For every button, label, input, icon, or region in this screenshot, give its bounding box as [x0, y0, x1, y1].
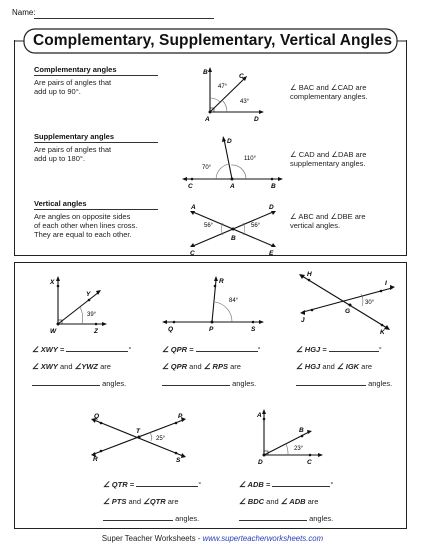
supplementary-title: Supplementary angles	[34, 132, 158, 143]
label-R: R	[93, 456, 98, 463]
angle-label-30: 30°	[365, 300, 375, 306]
label-B: B	[271, 183, 276, 190]
supplementary-definition: Are pairs of angles that add up to 180°.	[34, 145, 112, 164]
label-A: A	[205, 116, 210, 123]
complementary-definition: Are pairs of angles that add up to 90°.	[34, 78, 112, 97]
angle-label-70: 70°	[202, 165, 212, 171]
problem-2-diagram	[157, 272, 267, 334]
angle-label-110: 110°	[244, 156, 256, 162]
vertical-definition: Are angles on opposite sides of each other when lines cross. They are equal to each other.	[34, 212, 138, 240]
label-D: D	[254, 116, 259, 123]
angle-label-84: 84°	[229, 298, 239, 304]
label-W: W	[50, 328, 57, 334]
problem-3-diagram	[290, 268, 400, 336]
label-R: R	[219, 278, 224, 285]
label-Y: Y	[86, 291, 91, 298]
label-E: E	[269, 250, 274, 257]
label-Q: Q	[168, 326, 174, 333]
label-J: J	[301, 317, 305, 324]
label-C: C	[188, 183, 193, 190]
label-D: D	[227, 138, 232, 145]
complementary-title: Complementary angles	[34, 65, 158, 76]
problem-2-q2: ∠ QPR and ∠ RPS are	[162, 362, 241, 371]
vertical-example: ∠ ABC and ∠DBE are vertical angles.	[290, 212, 366, 231]
problem-5-q1: ∠ ADB = °	[239, 480, 334, 489]
answer-blank[interactable]	[162, 385, 230, 386]
label-C: C	[190, 250, 195, 257]
problem-4-q3: angles.	[103, 514, 199, 523]
angle-label-56-left: 56°	[204, 223, 214, 229]
page-title: Complementary, Supplementary, Vertical Angles	[32, 32, 393, 49]
footer-brand: Super Teacher Worksheets -	[101, 534, 203, 543]
problem-1-q2: ∠ XWY and ∠YWZ are	[32, 362, 111, 371]
answer-blank[interactable]	[272, 486, 330, 487]
name-field[interactable]	[34, 18, 214, 19]
problem-4-q1: ∠ QTR = °	[103, 480, 202, 489]
label-P: P	[178, 413, 183, 420]
angle-label-25: 25°	[156, 436, 166, 442]
angle-label-47: 47°	[218, 84, 228, 90]
problem-2-q3: angles.	[162, 379, 256, 388]
answer-blank[interactable]	[136, 486, 198, 487]
label-T: T	[136, 428, 140, 435]
answer-blank[interactable]	[329, 351, 379, 352]
label-D: D	[258, 459, 263, 466]
angle-label-56-right: 56°	[251, 223, 261, 229]
label-S: S	[251, 326, 256, 333]
problem-5-q3: angles.	[239, 514, 333, 523]
label-B: B	[231, 235, 236, 242]
label-A: A	[257, 412, 262, 419]
supplementary-diagram	[180, 131, 285, 191]
problem-5-diagram	[252, 405, 327, 467]
label-X: X	[50, 279, 55, 286]
supplementary-example: ∠ CAD and ∠DAB are supplementary angles.	[290, 150, 367, 169]
label-D: D	[269, 204, 274, 211]
label-A: A	[191, 204, 196, 211]
complementary-example: ∠ BAC and ∠CAD are complementary angles.	[290, 83, 368, 102]
label-Z: Z	[94, 328, 98, 334]
label-C: C	[307, 459, 312, 466]
footer	[0, 534, 425, 543]
problem-2-q1: ∠ QPR = °	[162, 345, 261, 354]
complementary-diagram	[198, 64, 270, 124]
label-Q: Q	[94, 413, 100, 420]
vertical-title: Vertical angles	[34, 199, 158, 210]
label-I: I	[385, 280, 387, 287]
problem-3-q3: angles.	[296, 379, 392, 388]
label-B: B	[203, 69, 208, 76]
problem-3-q1: ∠ HGJ = °	[296, 345, 382, 354]
label-A: A	[230, 183, 235, 190]
answer-blank[interactable]	[239, 520, 307, 521]
answer-blank[interactable]	[66, 351, 128, 352]
label-S: S	[176, 457, 181, 463]
problem-5-q2: ∠ BDC and ∠ ADB are	[239, 497, 319, 506]
problem-1-q3: angles.	[32, 379, 126, 388]
answer-blank[interactable]	[196, 351, 258, 352]
problem-1-diagram	[40, 272, 110, 334]
footer-url[interactable]: www.superteacherworksheets.com	[202, 534, 324, 543]
label-K: K	[380, 329, 385, 336]
problem-1-q1: ∠ XWY = °	[32, 345, 132, 354]
label-P: P	[209, 326, 214, 333]
vertical-diagram	[183, 200, 283, 258]
label-G: G	[345, 308, 351, 315]
problem-3-q2: ∠ HGJ and ∠ IGK are	[296, 362, 373, 371]
answer-blank[interactable]	[103, 520, 173, 521]
label-H: H	[307, 271, 312, 278]
angle-label-39: 39°	[87, 312, 97, 318]
answer-blank[interactable]	[32, 385, 100, 386]
problem-4-diagram	[84, 408, 194, 463]
label-B: B	[299, 427, 304, 434]
name-label: Name:	[12, 8, 36, 17]
answer-blank[interactable]	[296, 385, 366, 386]
angle-label-23: 23°	[294, 446, 304, 452]
problem-4-q2: ∠ PTS and ∠QTR are	[103, 497, 179, 506]
label-C: C	[239, 73, 244, 80]
angle-label-43: 43°	[240, 99, 250, 105]
